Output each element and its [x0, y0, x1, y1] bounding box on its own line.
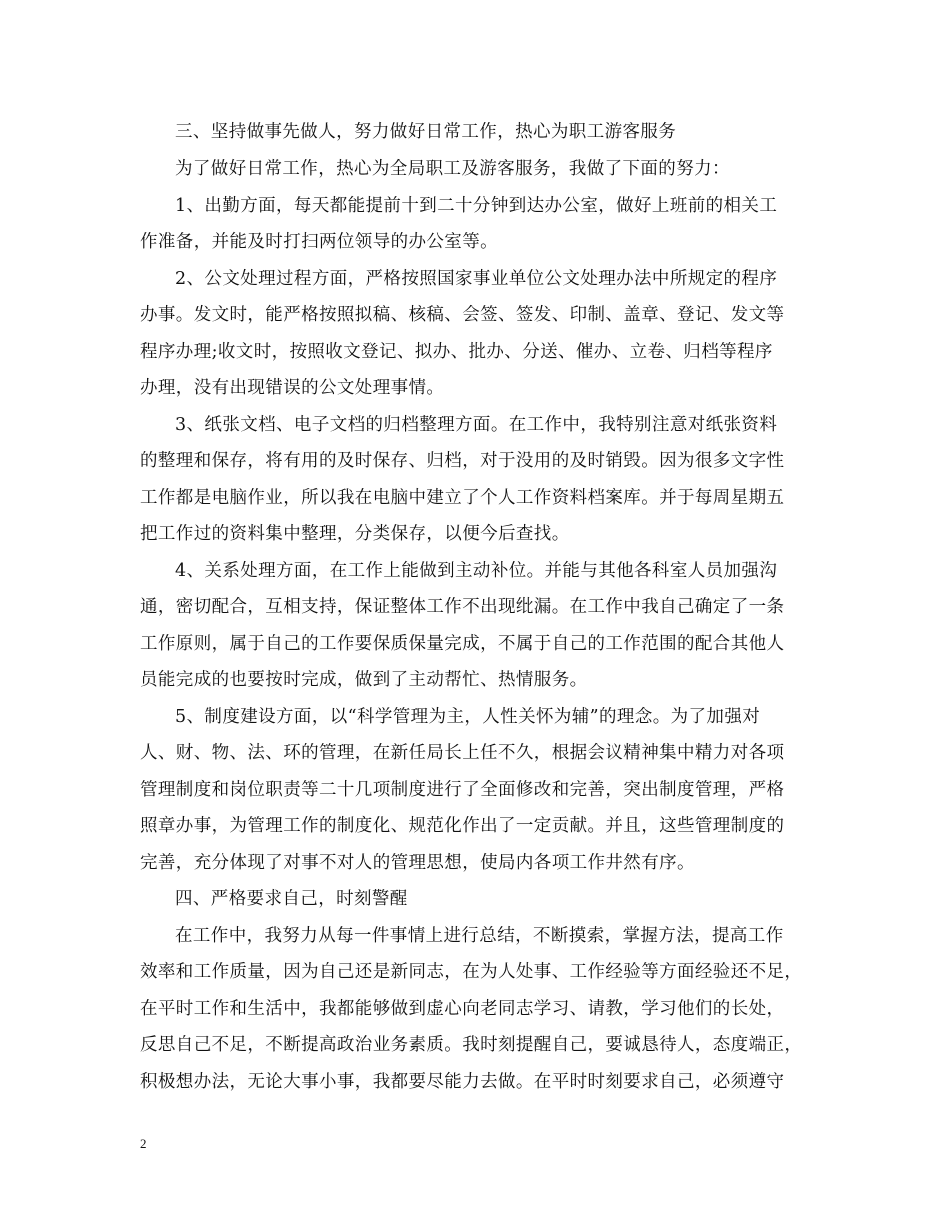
paragraph-line: 照章办事，为管理工作的制度化、规范化作出了一定贡献。并且，这些管理制度的 [140, 816, 785, 836]
paragraph-line: 管理制度和岗位职责等二十几项制度进行了全面修改和完善，突出制度管理，严格 [140, 780, 785, 800]
paragraph-line: 在工作中，我努力从每一件事情上进行总结，不断摸索，掌握方法，提高工作 [175, 926, 784, 946]
section-heading-4: 四、严格要求自己，时刻警醒 [175, 889, 408, 909]
paragraph-line: 作准备，并能及时打扫两位领导的办公室等。 [140, 232, 498, 252]
paragraph-line: 在平时工作和生活中，我都能够做到虚心向老同志学习、请教，学习他们的长处， [140, 999, 785, 1019]
paragraph-line: 4、关系处理方面，在工作上能做到主动补位。并能与其他各科室人员加强沟 [175, 561, 778, 581]
paragraph-line: 2、公文处理过程方面，严格按照国家事业单位公文处理办法中所规定的程序 [175, 269, 778, 289]
paragraph-line: 员能完成的也要按时完成，做到了主动帮忙、热情服务。 [140, 670, 588, 690]
paragraph-line: 3、纸张文档、电子文档的归档整理方面。在工作中，我特别注意对纸张资料 [175, 415, 778, 435]
paragraph-line: 人、财、物、法、环的管理，在新任局长上任不久，根据会议精神集中精力对各项 [140, 743, 785, 763]
paragraph-line: 办事。发文时，能严格按照拟稿、核稿、会签、签发、印制、盖章、登记、发文等 [140, 305, 785, 325]
paragraph-line: 的整理和保存，将有用的及时保存、归档，对于没用的及时销毁。因为很多文字性 [140, 451, 785, 471]
paragraph-line: 完善，充分体现了对事不对人的管理思想，使局内各项工作井然有序。 [140, 853, 695, 873]
paragraph-line: 办理，没有出现错误的公文处理事情。 [140, 378, 445, 398]
paragraph-line: 通，密切配合，互相支持，保证整体工作不出现纰漏。在工作中我自己确定了一条 [140, 597, 785, 617]
paragraph-line: 程序办理;收文时，按照收文登记、拟办、批办、分送、催办、立卷、归档等程序 [140, 342, 773, 362]
paragraph-line: 反思自己不足，不断提高政治业务素质。我时刻提醒自己，要诚恳待人，态度端正， [140, 1035, 803, 1055]
paragraph-line: 把工作过的资料集中整理，分类保存，以便今后查找。 [140, 524, 570, 544]
paragraph-line: 效率和工作质量，因为自己还是新同志，在为人处事、工作经验等方面经验还不足， [140, 962, 803, 982]
paragraph-line: 1、出勤方面，每天都能提前十到二十分钟到达办公室，做好上班前的相关工 [175, 196, 778, 216]
paragraph-line: 工作原则，属于自己的工作要保质保量完成，不属于自己的工作范围的配合其他人 [140, 634, 785, 654]
paragraph-line: 工作都是电脑作业，所以我在电脑中建立了个人工作资料档案库。并于每周星期五 [140, 488, 785, 508]
page-number: 2 [140, 1136, 147, 1151]
paragraph-line: 为了做好日常工作，热心为全局职工及游客服务，我做了下面的努力： [175, 159, 730, 179]
section-heading-3: 三、坚持做事先做人，努力做好日常工作，热心为职工游客服务 [175, 122, 677, 142]
paragraph-line: 5、制度建设方面，以“科学管理为主，人性关怀为辅”的理念。为了加强对 [175, 707, 761, 727]
paragraph-line: 积极想办法，无论大事小事，我都要尽能力去做。在平时时刻要求自己，必须遵守 [140, 1072, 785, 1092]
